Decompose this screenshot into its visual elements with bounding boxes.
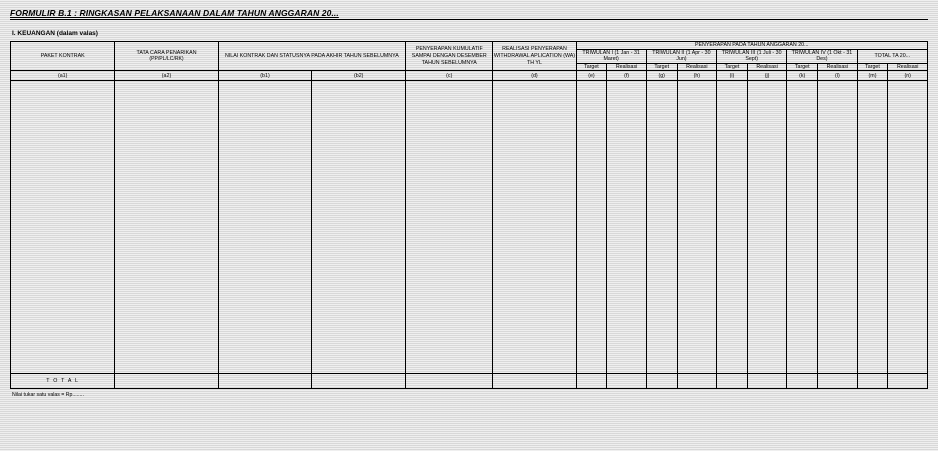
col-total-target: Target [857,63,888,71]
section-heading: I. KEUANGAN (dalam valas) [12,30,98,37]
triwulan-3-name: TRIWULAN III [721,49,756,56]
total-tw2-target[interactable] [646,374,677,389]
cell-total-realisasi[interactable] [888,81,928,374]
code-cell: (f) [607,71,646,81]
cell-tw3-realisasi[interactable] [747,81,786,374]
total-tw2-realisasi[interactable] [677,374,716,389]
cell-nilai-kontrak-b2[interactable] [312,81,406,374]
col-triwulan-4-realisasi: Realisasi [818,63,857,71]
code-cell: (a2) [115,71,218,81]
col-triwulan-1-target: Target [576,63,607,71]
code-cell: (n) [888,71,928,81]
col-triwulan-2-target: Target [646,63,677,71]
col-triwulan-4-target: Target [787,63,818,71]
triwulan-4-name: TRIWULAN IV [791,49,826,56]
total-total-realisasi[interactable] [888,374,928,389]
col-triwulan-2-realisasi: Realisasi [677,63,716,71]
cell-tw2-realisasi[interactable] [677,81,716,374]
col-triwulan-3-realisasi: Realisasi [747,63,786,71]
code-cell: (h) [677,71,716,81]
col-penyerapan-tahun-anggaran: PENYERAPAN PADA TAHUN ANGGARAN 20... [576,42,928,50]
cell-tata-cara-penarikan[interactable] [115,81,218,374]
total-nilai-kontrak-b2[interactable] [312,374,406,389]
col-penyerapan-kumulatif: PENYERAPAN KUMULATIF SAMPAI DENGAN DESEMBER TAHUN SEBELUMNYA [406,42,493,71]
col-triwulan-1-realisasi: Realisasi [607,63,646,71]
total-total-target[interactable] [857,374,888,389]
col-triwulan-2 [646,49,716,63]
triwulan-2-period: (1 Apr - 30 Jun) [676,49,711,63]
col-paket-kontrak: PAKET KONTRAK [11,42,115,71]
code-cell: (l) [818,71,857,81]
exchange-rate-note: Nilai tukar satu valas = Rp........ [12,392,84,399]
cell-tw3-target[interactable] [717,81,748,374]
triwulan-3-period: (1 Juli - 30 Sept) [745,49,782,63]
cell-tw1-realisasi[interactable] [607,81,646,374]
total-tw3-target[interactable] [717,374,748,389]
total-tw1-target[interactable] [576,374,607,389]
table-total-row [11,374,928,389]
col-tata-cara-penarikan [115,42,218,71]
cell-nilai-kontrak-b1[interactable] [218,81,312,374]
triwulan-4-period: (1 Okt - 31 Des) [816,49,853,63]
total-penyerapan-kumulatif[interactable] [406,374,493,389]
code-cell: (e) [576,71,607,81]
code-cell: (d) [493,71,576,81]
col-triwulan-4 [787,49,857,63]
code-cell: (i) [717,71,748,81]
code-cell: (k) [787,71,818,81]
code-cell: (b1) [218,71,312,81]
summary-table [10,41,928,389]
total-ta-period: TA 20... [892,52,911,59]
total-realisasi-wa[interactable] [493,374,576,389]
code-cell: (a1) [11,71,115,81]
col-tata-cara-penarikan-label: TATA CARA PENARIKAN [136,49,197,56]
triwulan-1-period: (1 Jan - 31 Maret) [603,49,640,63]
code-cell: (b2) [312,71,406,81]
triwulan-2-name: TRIWULAN II [652,49,685,56]
table-code-row [11,71,928,81]
total-tw3-realisasi[interactable] [747,374,786,389]
cell-total-target[interactable] [857,81,888,374]
table-header-row-1 [11,42,928,50]
code-cell: (m) [857,71,888,81]
title-divider [10,19,928,20]
cell-tw4-realisasi[interactable] [818,81,857,374]
total-row-label: T O T A L [11,374,115,389]
total-tata-cara-penarikan[interactable] [115,374,218,389]
col-triwulan-1 [576,49,646,63]
code-cell: (j) [747,71,786,81]
total-tw4-target[interactable] [787,374,818,389]
page-title: FORMULIR B.1 : RINGKASAN PELAKSANAAN DALAM TAHUN ANGGARAN 20... [10,8,339,18]
code-cell: (g) [646,71,677,81]
cell-paket-kontrak[interactable] [11,81,115,374]
total-ta-name: TOTAL [874,52,891,59]
col-nilai-kontrak: NILAI KONTRAK DAN STATUSNYA PADA AKHIR TAHUN SEBELUMNYA [218,42,405,71]
table-row [11,81,928,374]
cell-tw2-target[interactable] [646,81,677,374]
col-triwulan-3-target: Target [717,63,748,71]
col-realisasi-wa: REALISASI PENYERAPAN WITHDRAWAL APLICATION (WA) TH YL [493,42,576,71]
cell-tw4-target[interactable] [787,81,818,374]
cell-realisasi-wa[interactable] [493,81,576,374]
col-total-ta [857,49,927,63]
col-triwulan-3 [717,49,787,63]
col-total-realisasi: Realisasi [888,63,928,71]
triwulan-1-name: TRIWULAN I [582,49,614,56]
total-tw4-realisasi[interactable] [818,374,857,389]
col-tata-cara-penarikan-sub: (PP/PL/LC/RK) [149,56,184,63]
total-tw1-realisasi[interactable] [607,374,646,389]
total-nilai-kontrak-b1[interactable] [218,374,312,389]
cell-penyerapan-kumulatif[interactable] [406,81,493,374]
code-cell: (c) [406,71,493,81]
cell-tw1-target[interactable] [576,81,607,374]
